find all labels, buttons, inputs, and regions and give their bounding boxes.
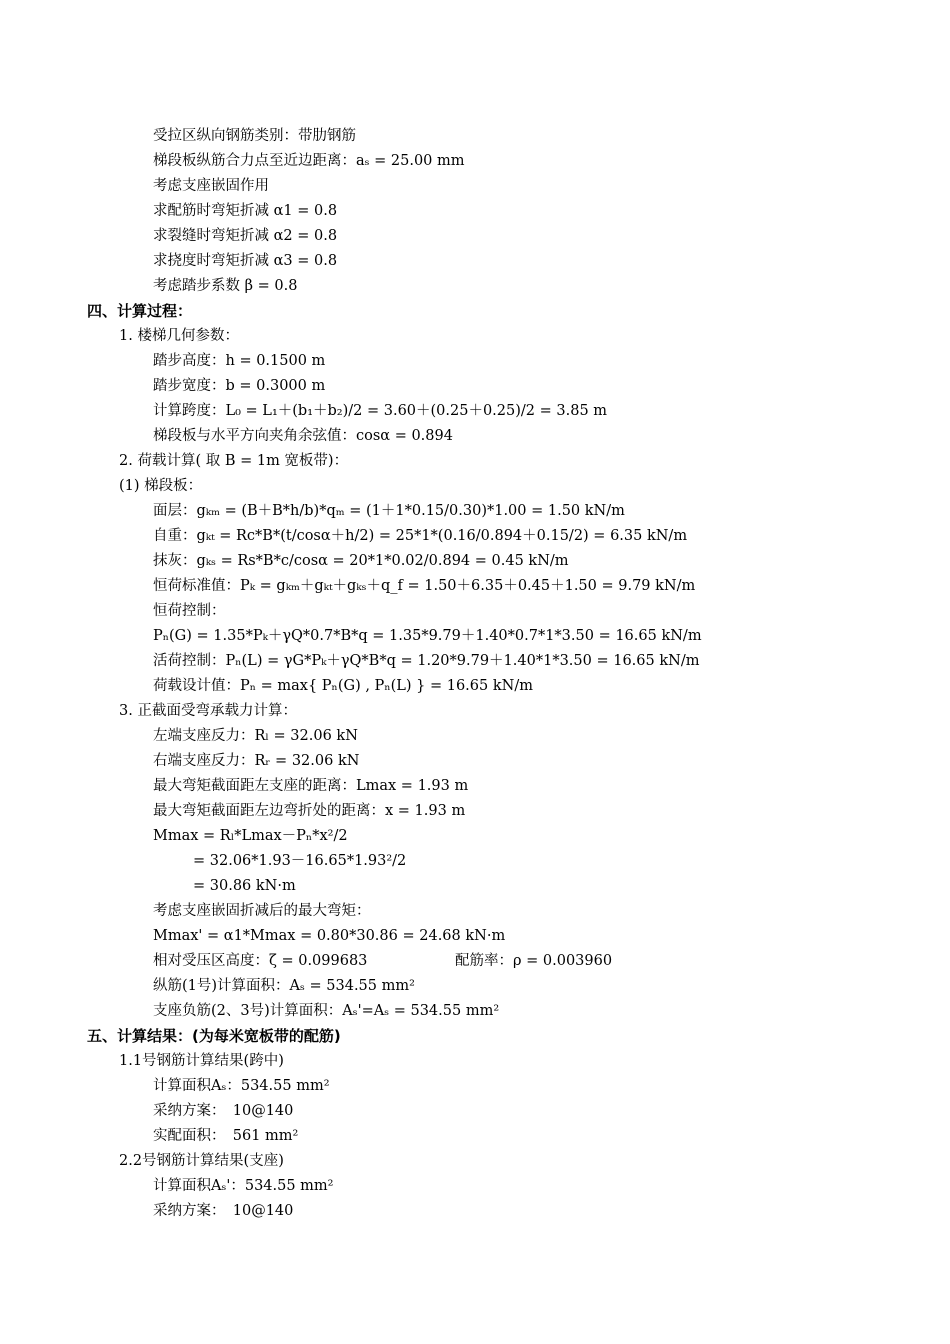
text-line: 计算面积Aₛ'：534.55 mm² [153,1178,334,1194]
text-line: 受拉区纵向钢筋类别：带肋钢筋 [153,128,356,144]
subsection-heading: 1.1号钢筋计算结果(跨中) [119,1053,284,1069]
text-line: 抹灰：gₖₛ = Rs*B*c/cosα = 20*1*0.02/0.894 = 0.45 kN/m [153,553,569,569]
text-line: = 30.86 kN·m [193,878,296,894]
text-line: 计算面积Aₛ：534.55 mm² [153,1078,330,1094]
text-line: 考虑支座嵌固折减后的最大弯矩： [153,903,371,919]
text-line: 求配筋时弯矩折减 α1 = 0.8 [153,203,338,219]
text-line: 相对受压区高度：ζ = 0.099683 [153,953,368,969]
text-line: 采纳方案： 10@140 [153,1203,294,1219]
text-line: Mmax' = α1*Mmax = 0.80*30.86 = 24.68 kN·m [153,928,506,944]
text-line: Pₙ(G) = 1.35*Pₖ＋γQ*0.7*B*q = 1.35*9.79＋1.40*0.7*1*3.50 = 16.65 kN/m [153,628,702,644]
text-line: 计算跨度：L₀ = L₁＋(b₁＋b₂)/2 = 3.60＋(0.25＋0.25)/2 = 3.85 m [153,403,608,419]
text-line: 考虑支座嵌固作用 [153,178,269,194]
subsection-heading: (1) 梯段板： [119,478,203,494]
section-heading: 五、计算结果：(为每米宽板带的配筋) [87,1027,341,1045]
text-line: 踏步高度：h = 0.1500 m [153,353,326,369]
text-line: 恒荷标准值：Pₖ = gₖₘ＋gₖₜ＋gₖₛ＋q_f = 1.50＋6.35＋0.45＋1.50 = 9.79 kN/m [153,578,696,594]
text-line: 最大弯矩截面距左支座的距离：Lmax = 1.93 m [153,778,469,794]
text-line: 求挠度时弯矩折减 α3 = 0.8 [153,253,338,269]
text-line: 恒荷控制： [153,603,226,619]
subsection-heading: 1. 楼梯几何参数： [119,328,239,344]
text-line: = 32.06*1.93－16.65*1.93²/2 [193,853,407,869]
subsection-heading: 2.2号钢筋计算结果(支座) [119,1153,284,1169]
text-line: 梯段板与水平方向夹角余弦值：cosα = 0.894 [153,428,453,444]
subsection-heading: 3. 正截面受弯承载力计算： [119,703,297,719]
text-line: 左端支座反力：Rₗ = 32.06 kN [153,728,358,744]
text-line: 右端支座反力：Rᵣ = 32.06 kN [153,753,360,769]
text-line: 配筋率：ρ = 0.003960 [455,953,613,969]
subsection-heading: 2. 荷载计算( 取 B = 1m 宽板带)： [119,453,349,469]
text-line: 面层：gₖₘ = (B＋B*h/b)*qₘ = (1＋1*0.15/0.30)*1.00 = 1.50 kN/m [153,503,625,519]
text-line: 自重：gₖₜ = Rc*B*(t/cosα＋h/2) = 25*1*(0.16/0.894＋0.15/2) = 6.35 kN/m [153,528,688,544]
text-line: 采纳方案： 10@140 [153,1103,294,1119]
text-line: 求裂缝时弯矩折减 α2 = 0.8 [153,228,338,244]
text-line: 梯段板纵筋合力点至近边距离：aₛ = 25.00 mm [153,153,465,169]
text-line: 荷载设计值：Pₙ = max{ Pₙ(G) , Pₙ(L) } = 16.65 kN/m [153,678,533,694]
text-line: 活荷控制：Pₙ(L) = γG*Pₖ＋γQ*B*q = 1.20*9.79＋1.40*1*3.50 = 16.65 kN/m [153,653,700,669]
text-line: 踏步宽度：b = 0.3000 m [153,378,326,394]
text-line: 最大弯矩截面距左边弯折处的距离：x = 1.93 m [153,803,466,819]
text-line: 考虑踏步系数 β = 0.8 [153,278,298,294]
text-line: Mmax = Rₗ*Lmax－Pₙ*x²/2 [153,828,348,844]
text-line: 纵筋(1号)计算面积：Aₛ = 534.55 mm² [153,978,415,994]
section-heading: 四、计算过程： [87,302,193,320]
text-line: 实配面积： 561 mm² [153,1128,299,1144]
text-line: 支座负筋(2、3号)计算面积：Aₛ'=Aₛ = 534.55 mm² [153,1003,500,1019]
